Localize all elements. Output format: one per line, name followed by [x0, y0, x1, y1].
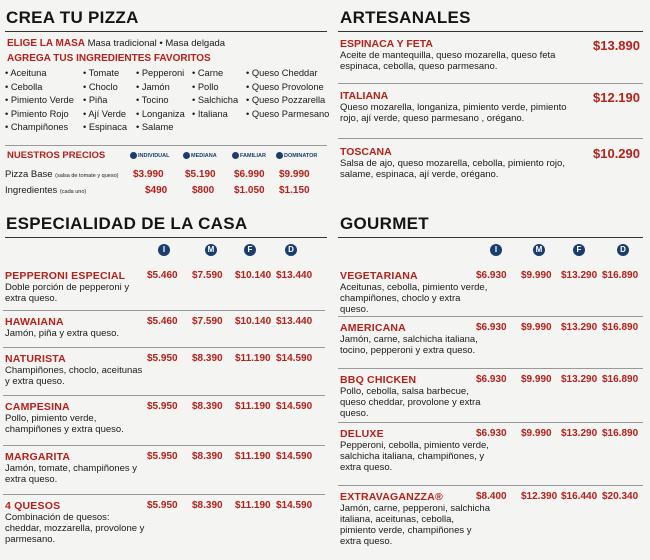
item-name: TOSCANA: [340, 146, 392, 158]
divider: [3, 494, 325, 495]
size-circle-icon: F: [573, 244, 585, 256]
ingredient: • Choclo: [83, 81, 118, 92]
item-price: $8.400: [476, 491, 507, 502]
divider: [3, 445, 325, 446]
item-price: $10.290: [593, 146, 640, 161]
item-price: $14.590: [276, 353, 313, 364]
ingredient: • Pimiento Verde: [5, 95, 74, 105]
price-value: $1.150: [279, 185, 310, 196]
item-name: HAWAIANA: [5, 316, 64, 328]
artesanales-divider: [338, 31, 643, 32]
item-price: $13.440: [276, 270, 313, 281]
item-price: $5.950: [147, 451, 178, 462]
item-price: $6.930: [476, 270, 507, 281]
item-price: $11.190: [235, 500, 271, 511]
item-name: NATURISTA: [5, 353, 66, 365]
item-name: CAMPESINA: [5, 401, 70, 413]
size-circle-icon: F: [244, 244, 256, 256]
divider: [3, 310, 325, 311]
ingredient: • Salchicha: [192, 95, 239, 105]
item-desc: Aceitunas, cebolla, pimiento verde, champiñones, choclo y extra queso.: [340, 282, 488, 315]
item-name: ESPINACA Y FETA: [340, 38, 433, 50]
item-price: $6.930: [476, 374, 507, 385]
price-value: $9.990: [279, 169, 310, 180]
item-price: $9.990: [521, 374, 552, 385]
item-price: $9.990: [521, 270, 552, 281]
divider: [338, 83, 643, 84]
divider: [338, 485, 643, 486]
item-price: $10.140: [235, 316, 272, 327]
menu-item: [340, 322, 650, 356]
ingredient: • Cebolla: [5, 81, 43, 92]
ingredient: • Pepperoni: [136, 68, 185, 78]
size-familiar: FAMILIAR: [232, 152, 266, 159]
divider: [338, 422, 643, 423]
menu-item: [340, 270, 650, 315]
size-dot-icon: [130, 152, 137, 159]
item-price: $16.890: [602, 322, 639, 333]
item-desc: Queso mozarella, longaniza, pimiento verde, pimiento rojo, ají verde, queso parmesano , orégano.: [340, 102, 567, 124]
crea-divider: [5, 31, 327, 32]
item-price: $5.460: [147, 316, 178, 327]
precios-divider: [5, 145, 327, 146]
especialidad-title: ESPECIALIDAD DE LA CASA: [6, 214, 248, 233]
size-dot-icon: [276, 152, 283, 159]
item-price: $16.890: [602, 428, 639, 439]
ingredient: • Carne: [192, 68, 224, 78]
item-price: $13.290: [561, 322, 598, 333]
item-price: $16.890: [602, 374, 639, 385]
ingredient: • Tomate: [83, 68, 120, 78]
item-desc: Jamón, carne, pepperoni, salchicha italiana, aceitunas, cebolla, pimiento verde, champiñones y extra queso.: [340, 503, 490, 547]
item-price: $8.390: [192, 401, 223, 412]
item-price: $7.590: [192, 270, 223, 281]
item-desc: Champiñones, choclo, aceitunas y extra queso.: [5, 365, 143, 387]
crea-tu-pizza-title: CREA TU PIZZA: [6, 8, 139, 27]
item-price: $13.440: [276, 316, 313, 327]
item-name: 4 QUESOS: [5, 500, 61, 512]
item-price: $12.190: [593, 90, 640, 105]
precios-label: NUESTROS PRECIOS: [7, 150, 106, 161]
menu-item: [5, 401, 325, 435]
size-dot-icon: [183, 152, 190, 159]
item-name: AMERICANA: [340, 322, 406, 334]
menu-item: [5, 500, 325, 545]
ingredient: • Salame: [136, 122, 174, 132]
price-row-label: Ingredientes (cada uno): [5, 185, 87, 196]
item-price: $11.190: [235, 401, 271, 412]
item-price: $6.930: [476, 428, 507, 439]
item-price: $13.890: [593, 38, 640, 53]
menu-item: [340, 374, 650, 419]
ingredient: • Queso Cheddar: [246, 68, 318, 78]
size-dominator: DOMINATOR: [276, 152, 317, 159]
size-dot-icon: [232, 152, 239, 159]
item-name: ITALIANA: [340, 90, 389, 102]
gourmet-title: GOURMET: [340, 214, 429, 233]
artesanal-item: [340, 38, 640, 72]
item-price: $16.890: [602, 270, 639, 281]
item-desc: Jamón, piña y extra queso.: [5, 328, 120, 339]
item-price: $9.990: [521, 322, 552, 333]
ingredient: • Jamón: [136, 81, 170, 92]
item-price: $13.290: [561, 374, 598, 385]
item-desc: Aceite de mantequilla, queso mozarella, queso feta espinaca, cebolla, queso parmesano.: [340, 50, 556, 72]
size-circle-icon: M: [533, 244, 545, 256]
agrega-label: AGREGA TUS INGREDIENTES FAVORITOS: [7, 53, 211, 64]
ingredient: • Queso Pozzarella: [246, 95, 326, 105]
item-desc: Jamón, tomate, champiñones y extra queso.: [5, 463, 138, 485]
item-price: $8.390: [192, 451, 223, 462]
menu-item: [5, 316, 325, 339]
item-name: DELUXE: [340, 428, 384, 440]
artesanal-item: [340, 90, 640, 124]
item-desc: Pollo, pimiento verde, champiñones y extra queso.: [5, 413, 124, 435]
item-price: $6.930: [476, 322, 507, 333]
artesanal-item: [340, 146, 640, 180]
size-circle-icon: I: [158, 244, 170, 256]
item-price: $14.590: [276, 451, 313, 462]
item-price: $5.950: [147, 500, 178, 511]
item-price: $11.190: [235, 451, 271, 462]
price-value: $490: [145, 185, 168, 196]
menu-item: [5, 451, 325, 485]
size-circle-icon: M: [205, 244, 217, 256]
ingredient: • Italiana: [192, 108, 228, 119]
item-price: $20.340: [602, 491, 639, 502]
ingredient: • Longaniza: [136, 108, 185, 119]
ingredient: • Pimiento Rojo: [5, 108, 69, 119]
item-desc: Doble porción de pepperoni y extra queso.: [5, 282, 130, 304]
item-price: $8.390: [192, 353, 223, 364]
ingredient: • Aceituna: [5, 68, 47, 78]
ingredient: • Piña: [83, 95, 108, 105]
item-price: $7.590: [192, 316, 223, 327]
item-price: $14.590: [276, 401, 313, 412]
item-name: VEGETARIANA: [340, 270, 418, 282]
item-price: $12.390: [521, 491, 558, 502]
ingredient: • Pollo: [192, 81, 219, 92]
ingredient: • Ají Verde: [83, 108, 127, 119]
size-circle-icon: D: [617, 244, 629, 256]
price-value: $800: [192, 185, 215, 196]
item-price: $5.950: [147, 401, 178, 412]
item-price: $5.460: [147, 270, 178, 281]
item-desc: Jamón, carne, salchicha italiana, tocino, pepperoni y extra queso.: [340, 334, 478, 356]
size-mediana: MEDIANA: [183, 152, 217, 159]
artesanales-title: ARTESANALES: [340, 8, 471, 27]
ingredient: • Queso Parmesano: [246, 108, 330, 119]
size-circle-icon: D: [285, 244, 297, 256]
item-price: $13.290: [561, 428, 598, 439]
divider: [3, 395, 325, 396]
divider: [338, 368, 643, 369]
price-value: $1.050: [234, 185, 265, 196]
ingredient: • Champiñones: [5, 122, 69, 132]
menu-item: [5, 270, 325, 304]
price-value: $6.990: [234, 169, 265, 180]
item-price: $5.950: [147, 353, 178, 364]
elige-label: ELIGE LA MASA: [7, 38, 85, 49]
gourmet-divider: [338, 237, 643, 238]
divider: [338, 316, 643, 317]
elige-options: Masa tradicional • Masa delgada: [87, 38, 226, 49]
item-name: MARGARITA: [5, 451, 71, 463]
elige-masa: [7, 38, 225, 49]
item-price: $11.190: [235, 353, 271, 364]
item-price: $16.440: [561, 491, 598, 502]
price-value: $3.990: [133, 169, 164, 180]
ingredient: • Espinaca: [83, 122, 128, 132]
ingredient: • Tocino: [136, 95, 169, 105]
item-desc: Salsa de ajo, queso mozarella, cebolla, pimiento rojo, salame, espinaca, ají verde, orégano.: [340, 158, 565, 180]
item-name: BBQ CHICKEN: [340, 374, 417, 386]
ingredient: • Queso Provolone: [246, 81, 324, 92]
item-price: $9.990: [521, 428, 552, 439]
divider: [3, 347, 325, 348]
price-value: $5.190: [185, 169, 216, 180]
item-name: PEPPERONI ESPECIAL: [5, 270, 126, 282]
divider: [338, 138, 643, 139]
item-price: $14.590: [276, 500, 313, 511]
menu-item: [340, 491, 650, 547]
especialidad-divider: [5, 237, 327, 238]
menu-item: [340, 428, 650, 473]
item-desc: Combinación de quesos: cheddar, mozzarella, provolone y parmesano.: [5, 512, 145, 545]
item-price: $8.390: [192, 500, 223, 511]
item-desc: Pepperoni, cebolla, pimiento verde, salchicha italiana, champiñones, y extra queso.: [340, 440, 489, 473]
menu-item: [5, 353, 325, 387]
item-desc: Pollo, cebolla, salsa barbecue, queso cheddar, provolone y extra queso.: [340, 386, 481, 419]
item-name: EXTRAVAGANZZA®: [340, 491, 443, 503]
size-individual: INDIVIDUAL: [130, 152, 169, 159]
price-row-label: Pizza Base (salsa de tomate y queso): [5, 169, 119, 180]
item-price: $13.290: [561, 270, 598, 281]
item-price: $10.140: [235, 270, 272, 281]
size-circle-icon: I: [490, 244, 502, 256]
